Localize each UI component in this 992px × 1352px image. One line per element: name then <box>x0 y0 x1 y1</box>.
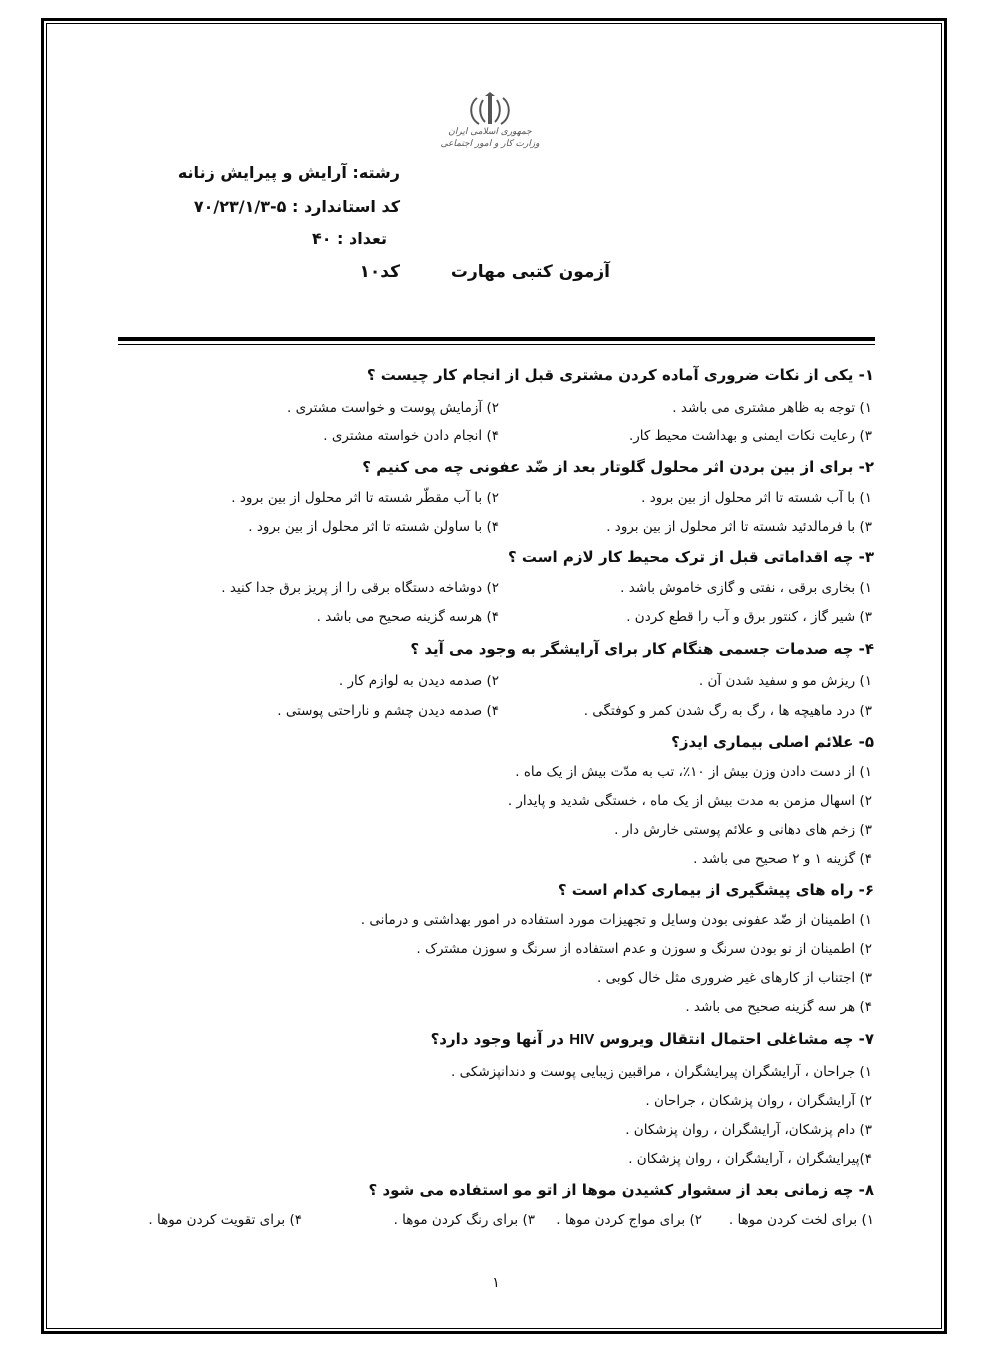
question-8-option-2: ۲) برای مواج کردن موها . <box>556 1212 702 1228</box>
question-6-option-1: ۱) اطمینان از ضّد عفونی بودن وسایل و تجهیزات مورد استفاده در امور بهداشتی و درمانی . <box>360 912 872 928</box>
question-4-option-3: ۳) درد ماهیچه ها ، رگ به رگ شدن کمر و کوفتگی . <box>583 703 872 719</box>
exam-code: کد۱۰ <box>359 262 400 282</box>
question-7 <box>431 1030 874 1048</box>
question-8: ۸- چه زمانی بعد از سشوار کشیدن موها از اتو مو استفاده می شود ؟ <box>368 1181 874 1199</box>
question-2-option-4: ۴) با ساولن شسته تا اثر محلول از بین برود . <box>248 519 499 535</box>
question-1-option-1: ۱) توجه به ظاهر مشتری می باشد . <box>672 400 872 416</box>
question-2-option-1: ۱) با آب شسته تا اثر محلول از بین برود . <box>641 490 872 506</box>
question-7-option-3: ۳) دام پزشکان، آرایشگران ، روان پزشکان . <box>625 1122 872 1138</box>
question-1: ۱- یکی از نکات ضروری آماده کردن مشتری قبل از انجام کار چیست ؟ <box>366 366 874 384</box>
header-divider-thin <box>118 344 875 345</box>
question-3-option-2: ۲) دوشاخه دستگاه برقی را از پریز برق جدا کنید . <box>221 580 499 596</box>
question-1-option-4: ۴) انجام دادن خواسته مشتری . <box>323 428 499 444</box>
field-title: رشته: آرایش و پیرایش زنانه <box>177 163 400 182</box>
page-number: ۱ <box>492 1275 500 1291</box>
exam-title: آزمون کتبی مهارت <box>450 262 610 282</box>
question-7-option-1: ۱) جراحان ، آرایشگران پیرایشگران ، مراقبین زیبایی پوست و دندانپزشکی . <box>451 1064 872 1080</box>
question-6: ۶- راه های پیشگیری از بیماری کدام است ؟ <box>557 881 874 899</box>
question-count: تعداد : ۴۰ <box>311 229 387 248</box>
question-5: ۵- علائم اصلی بیماری ایدز؟ <box>671 733 874 751</box>
question-7-option-2: ۲) آرایشگران ، روان پزشکان ، جراحان . <box>645 1093 872 1109</box>
question-8-option-1: ۱) برای لخت کردن موها . <box>728 1212 874 1228</box>
question-6-option-3: ۳) اجتناب از کارهای غیر ضروری مثل خال کوبی . <box>597 970 872 986</box>
question-3-option-1: ۱) بخاری برقی ، نفتی و گازی خاموش باشد . <box>620 580 872 596</box>
question-1-option-3: ۳) رعایت نکات ایمنی و بهداشت محیط کار. <box>628 428 872 444</box>
question-1-option-2: ۲) آزمایش پوست و خواست مشتری . <box>287 400 499 416</box>
question-7-hiv: HIV <box>569 1031 595 1048</box>
question-5-option-3: ۳) زخم های دهانی و علائم پوستی خارش دار . <box>614 822 872 838</box>
ministry-emblem-logo <box>425 92 555 162</box>
question-3: ۳- چه اقداماتی قبل از ترک محیط کار لازم است ؟ <box>508 548 874 566</box>
question-5-option-2: ۲) اسهال مزمن به مدت بیش از یک ماه ، خستگی شدید و پایدار . <box>507 793 872 809</box>
question-5-option-1: ۱) از دست دادن وزن بیش از ۱۰٪، تب به مدّت بیش از یک ماه . <box>515 764 872 780</box>
question-2-option-2: ۲) با آب مقطّر شسته تا اثر محلول از بین برود . <box>231 490 499 506</box>
question-6-option-2: ۲) اطمینان از نو بودن سرنگ و سوزن و عدم استفاده از سرنگ و سوزن مشترک . <box>416 941 872 957</box>
question-7-text-before: ۷- چه مشاغلی احتمال انتقال ویروس <box>594 1030 874 1048</box>
question-5-option-4: ۴) گزینه ۱ و ۲ صحیح می باشد . <box>693 851 872 867</box>
question-4-option-4: ۴) صدمه دیدن چشم و ناراحتی پوستی . <box>277 703 499 719</box>
question-8-option-3: ۳) برای رنگ کردن موها . <box>393 1212 535 1228</box>
question-7-text-after: در آنها وجود دارد؟ <box>430 1030 570 1048</box>
question-2-option-3: ۳) با فرمالدئید شسته تا اثر محلول از بین برود . <box>606 519 872 535</box>
emblem-text-line1: جمهوری اسلامی ایران <box>448 127 532 137</box>
question-6-option-4: ۴) هر سه گزینه صحیح می باشد . <box>685 999 872 1015</box>
emblem-text-line2: وزارت کار و امور اجتماعی <box>440 139 540 149</box>
standard-code: کد استاندارد : ۵-۷۰/۲۳/۱/۳ <box>193 197 400 216</box>
question-3-option-3: ۳) شیر گاز ، کنتور برق و آب را قطع کردن . <box>626 609 872 625</box>
question-4-option-1: ۱) ریزش مو و سفید شدن آن . <box>698 673 872 689</box>
question-7-option-4: ۴)پیرایشگران ، آرایشگران ، روان پزشکان . <box>628 1151 872 1167</box>
question-4-option-2: ۲) صدمه دیدن به لوازم کار . <box>338 673 499 689</box>
header-divider-thick <box>118 337 875 341</box>
question-3-option-4: ۴) هرسه گزینه صحیح می باشد . <box>316 609 499 625</box>
question-8-option-4: ۴) برای تقویت کردن موها . <box>148 1212 302 1228</box>
question-2: ۲- برای از بین بردن اثر محلول گلوتار بعد از ضّد عفونی چه می کنیم ؟ <box>362 458 874 476</box>
question-4: ۴- چه صدمات جسمی هنگام کار برای آرایشگر به وجود می آید ؟ <box>410 640 874 658</box>
